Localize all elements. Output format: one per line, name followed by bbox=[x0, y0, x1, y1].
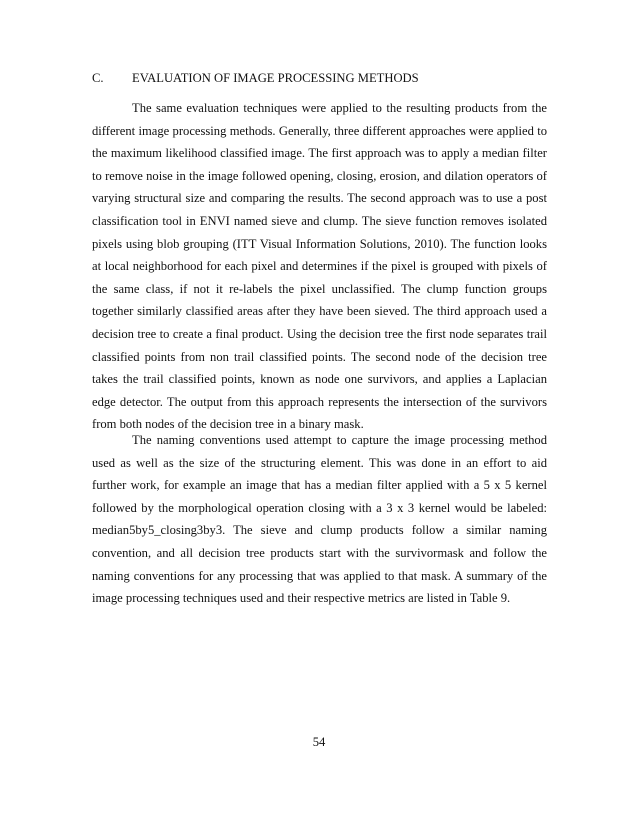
section-title: EVALUATION OF IMAGE PROCESSING METHODS bbox=[132, 71, 419, 85]
body-paragraph-1: The same evaluation techniques were applied to the resulting products from the different image processing methods. Generally, three different approaches were applied to the maximum likelihood classified image. The first approach was to apply a median filter to remove noise in the image followed opening, closing, erosion, and dilation operators of varying structural size and comparing the results. The second approach was to use a post classification tool in ENVI named sieve and clump. The sieve function removes isolated pixels using blob grouping (ITT Visual Information Solutions, 2010). The function looks at local neighborhood for each pixel and determines if the pixel is grouped with pixels of the same class, if not it re-labels the pixel unclassified. The clump function groups together similarly classified areas after they have been sieved. The third approach used a decision tree to create a final product. Using the decision tree the first node separates trail classified points from non trail classified points. The second node of the decision tree takes the trail classified points, known as node one survivors, and applies a Laplacian edge detector. The output from this approach represents the intersection of the survivors from both nodes of the decision tree in a binary mask. bbox=[92, 101, 547, 432]
page-number: 54 bbox=[312, 735, 326, 749]
section-letter: C. bbox=[92, 71, 104, 85]
section-heading bbox=[92, 69, 552, 87]
body-paragraph-2: The naming conventions used attempt to capture the image processing method used as well as the size of the structuring element. This was done in an effort to aid further work, for example an image that has a median filter applied with a 5 x 5 kernel followed by the morphological operation closing with a 3 x 3 kernel would be labeled: median5by5_closing3by3. The sieve and clump products follow a similar naming convention, and all decision tree products start with the survivormask and follow the naming conventions for any processing that was applied to that mask. A summary of the image processing techniques used and their respective metrics are listed in Table 9. bbox=[92, 433, 547, 606]
